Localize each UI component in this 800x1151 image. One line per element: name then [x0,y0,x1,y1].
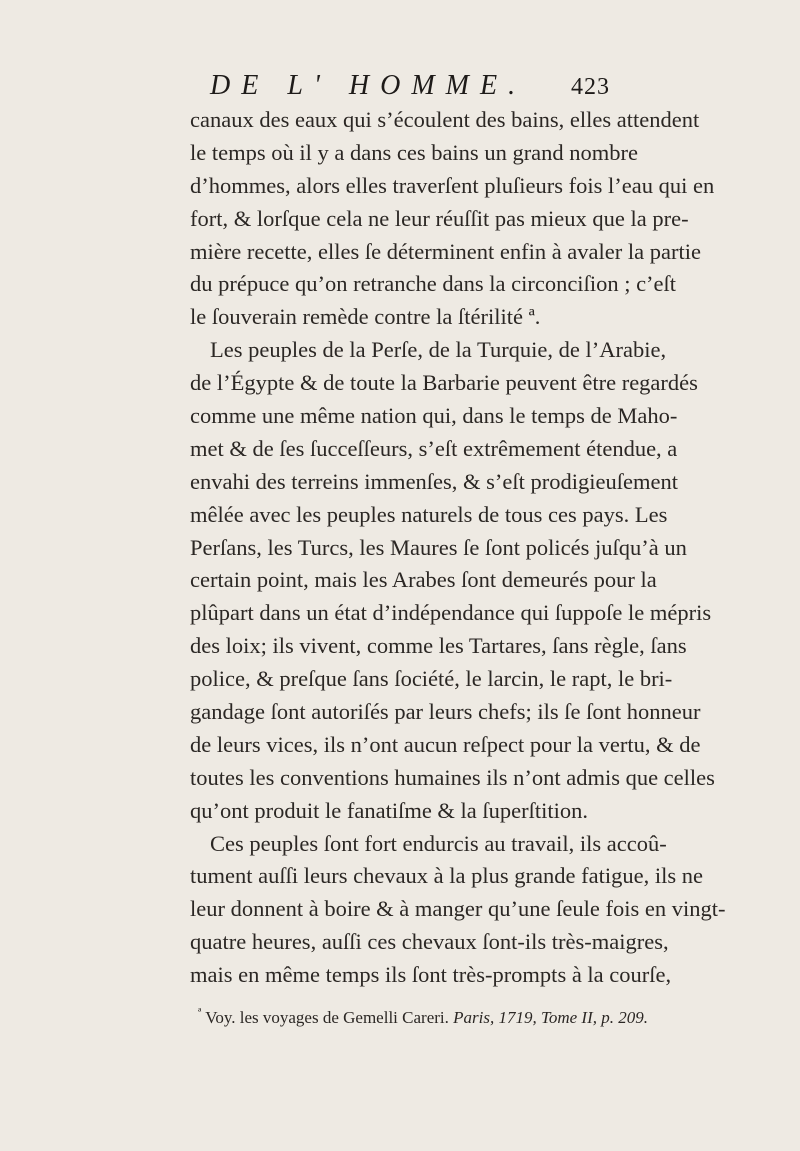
text-line: Ces peuples ſont fort endurcis au travail, ils accoû- [210,830,667,856]
page-number: 423 [571,74,610,100]
footnote [198,1005,649,1028]
text-line: quatre heures, auſſi ces chevaux ſont-ils très-maigres, [190,929,669,955]
text-line: mêlée avec les peuples naturels de tous ces pays. Les [190,501,668,527]
text-line: gandage ſont autoriſés par leurs chefs; ils ſe ſont honneur [190,699,701,725]
text-line: envahi des terreins immenſes, & s’eſt prodigieuſement [190,468,678,494]
text-line: canaux des eaux qui s’écoulent des bains, elles attendent [190,107,700,132]
text-line: Les peuples de la Perſe, de la Turquie, de l’Arabie, [210,337,667,363]
footnote-reference: Paris, 1719, Tome II, p. 209. [453,1008,649,1027]
text-line: certain point, mais les Arabes ſont demeurés pour la [190,567,657,593]
text-line: tument auſſi leurs chevaux à la plus grande fatigue, ils ne [190,863,703,889]
text-line: plûpart dans un état d’indépendance qui ſuppoſe le mépris [190,600,712,626]
text-line: leur donnent à boire & à manger qu’une ſeule fois en vingt- [190,896,726,922]
text-line: police, & preſque ſans ſociété, le larcin, le rapt, le bri- [190,666,673,692]
text-line: d’hommes, alors elles traverſent pluſieurs fois l’eau qui en [190,172,715,198]
running-title: DE L' HOMME. [210,70,527,101]
text-line: comme une même nation qui, dans le temps de Maho- [190,403,678,429]
text-line: le temps où il y a dans ces bains un grand nombre [190,139,639,165]
text-line: met & de ſes ſucceſſeurs, s’eſt extrêmement étendue, a [190,435,678,461]
body-text [190,104,726,992]
text-line: mière recette, elles ſe déterminent enfin à avaler la partie [190,238,701,264]
text-line: mais en même temps ils ſont très-prompts à la courſe, [190,962,672,988]
text-line: Perſans, les Turcs, les Maures ſe ſont policés juſqu’à un [190,534,687,560]
text-line: le ſouverain remède contre la ſtérilité ª. [190,304,541,330]
text-line: du prépuce qu’on retranche dans la circonciſion ; c’eſt [190,271,677,297]
footnote-text: Voy. les voyages de Gemelli Careri. [205,1008,449,1027]
text-line: de leurs vices, ils n’ont aucun reſpect pour la vertu, & de [190,731,701,757]
text-line: des loix; ils vivent, comme les Tartares, ſans règle, ſans [190,633,687,659]
text-line: fort, & lorſque cela ne leur réuſſit pas mieux que la pre- [190,205,689,231]
text-line: toutes les conventions humaines ils n’ont admis que celles [190,764,715,790]
text-line: qu’ont produit le fanatiſme & la ſuperſtition. [190,797,589,823]
footnote-marker: ª [198,1005,202,1020]
text-line: de l’Égypte & de toute la Barbarie peuvent être regardés [190,370,698,396]
